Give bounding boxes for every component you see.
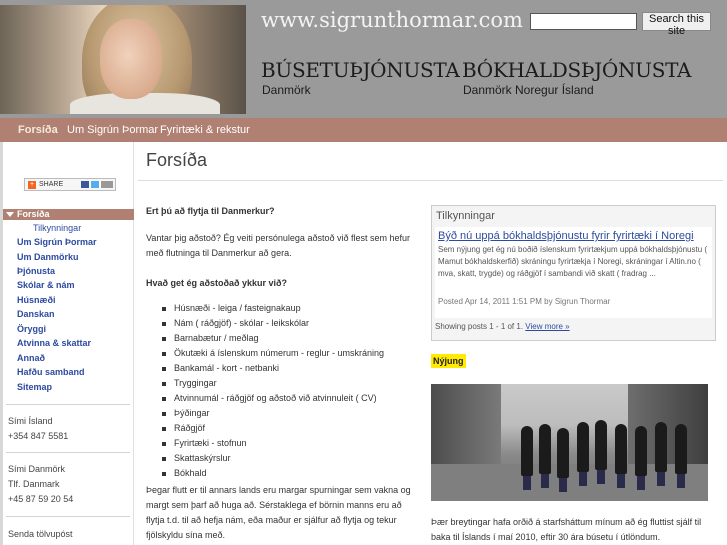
- view-more-link[interactable]: View more »: [525, 322, 570, 331]
- sidebar-item-atvinna[interactable]: Atvinna & skattar: [17, 338, 92, 348]
- service2-title: BÓKHALDSÞJÓNUSTA: [462, 58, 692, 82]
- question-2: Hvað get ég aðstoðað ykkur við?: [146, 278, 288, 288]
- services-list: [162, 301, 384, 481]
- sidebar-item-husnaedi[interactable]: Húsnæði: [17, 295, 56, 305]
- announcements-box: [431, 205, 716, 341]
- list-item: Bankamál - kort - netbanki: [162, 361, 384, 376]
- sidebar-active-label: Forsíða: [17, 209, 50, 219]
- list-item: Nám ( ráðgjöf) - skólar - leikskólar: [162, 316, 384, 331]
- list-item: Fyrirtæki - stofnun: [162, 436, 384, 451]
- search-button[interactable]: Search this site: [642, 12, 711, 31]
- share-button[interactable]: [24, 178, 116, 191]
- main-content: [134, 142, 727, 545]
- paragraph-1: Vantar þig aðstoð? Ég veiti persónulega aðstoð við flest sem hefur með flutninga til Danmerkur að gera.: [146, 233, 410, 258]
- list-item: Húsnæði - leiga / fasteignakaup: [162, 301, 384, 316]
- service1-subtitle: Danmörk: [262, 83, 311, 97]
- site-url: www.sigrunthormar.com: [261, 8, 523, 32]
- list-item: Ráðgjöf: [162, 421, 384, 436]
- news-caption: Þær breytingar hafa orðið á starfsháttum mínum að ég fluttist sjálf til baka til Íslands í maí 2010, eftir 30 ára búsetu í útlöndum.: [431, 517, 702, 542]
- announcements-footer: [435, 322, 570, 331]
- sidebar-item-tilkynningar[interactable]: Tilkynningar: [33, 223, 82, 233]
- triangle-down-icon: [6, 212, 14, 217]
- list-item: Tryggingar: [162, 376, 384, 391]
- phone-denmark-label: Sími Danmörk: [8, 464, 66, 474]
- list-item: Þýðingar: [162, 406, 384, 421]
- list-item: Ökutæki á íslenskum númerum - reglur - umskráning: [162, 346, 384, 361]
- announcement-post: [435, 227, 712, 318]
- list-item: Atvinnumál - ráðgjöf og aðstoð við atvinnuleit ( CV): [162, 391, 384, 406]
- plus-icon: +: [29, 181, 35, 188]
- sidebar-item-danskan[interactable]: Danskan: [17, 309, 55, 319]
- sidebar-item-forsida[interactable]: [3, 209, 134, 220]
- list-item: Skattaskýrslur: [162, 451, 384, 466]
- sidebar: [3, 142, 134, 545]
- phone-denmark-number: +45 87 59 20 54: [8, 494, 74, 504]
- announcement-post-body: Sem nýjung get ég nú boðið íslenskum fyrirtækjum uppá bókhaldsþjónustu ( Mamut bókhaldskerfið) skráningu fyrirtækja í Noregi, skráningar í Altin.no ( mva, skatt, trygde) og ráðgjöf í sambandi við skatt ( fradrag ...: [438, 245, 708, 278]
- service1-title: BÚSETUÞJÓNUSTA: [261, 58, 460, 82]
- sidebar-divider: [6, 404, 130, 405]
- announcement-post-link[interactable]: Býð nú uppá bókhaldsþjónustu fyrir fyrirtæki í Noregi: [438, 230, 694, 242]
- royal-guards-photo: [431, 384, 708, 501]
- nav-item-fyrirtaeki[interactable]: Fyrirtæki & rekstur: [160, 124, 250, 136]
- news-badge: Nýjung: [433, 356, 464, 366]
- sidebar-item-skolar[interactable]: Skólar & nám: [17, 280, 75, 290]
- sidebar-divider: [6, 516, 130, 517]
- nav-item-forsida[interactable]: Forsíða: [18, 124, 58, 136]
- announcements-title: Tilkynningar: [436, 210, 495, 222]
- sidebar-item-thjonusta[interactable]: Þjónusta: [17, 266, 56, 276]
- sidebar-item-oryggi[interactable]: Öryggi: [17, 324, 47, 334]
- sidebar-item-sitemap[interactable]: Sitemap: [17, 382, 53, 392]
- sidebar-item-hafdu-samband[interactable]: Hafðu samband: [17, 367, 85, 377]
- service2-subtitle: Danmörk Noregur Ísland: [463, 83, 594, 97]
- sidebar-item-annad[interactable]: Annað: [17, 353, 45, 363]
- paragraph-2: Þegar flutt er til annars lands eru margar spurningar sem vakna og margt sem þarf að huga að. Sérstaklega ef börnin manns eru að flytja t.d. til að hefja nám, eða maður er sjálfur að flytja og tekur fjölskyldu sína með.: [146, 485, 411, 540]
- top-navigation: [0, 118, 727, 142]
- phone-denmark-sublabel: Tlf. Danmark: [8, 479, 60, 489]
- social-icons: [81, 181, 113, 188]
- showing-posts-text: Showing posts 1 - 1 of 1.: [435, 322, 524, 331]
- nav-item-um-sigrun[interactable]: Um Sigrún Þormar: [67, 124, 159, 136]
- sidebar-item-um-sigrun[interactable]: Um Sigrún Þormar: [17, 237, 97, 247]
- phone-iceland-number: +354 847 5581: [8, 431, 69, 441]
- sidebar-divider: [6, 452, 130, 453]
- search-input[interactable]: [530, 13, 637, 30]
- list-item: Bókhald: [162, 466, 384, 481]
- site-header: [0, 0, 727, 118]
- email-link[interactable]: Senda tölvupóst: [8, 529, 73, 539]
- page-title: Forsíða: [146, 150, 208, 170]
- phone-iceland-label: Sími Ísland: [8, 416, 53, 426]
- list-item: Barnabætur / meðlag: [162, 331, 384, 346]
- title-divider: [138, 180, 723, 181]
- announcement-post-meta: Posted Apr 14, 2011 1:51 PM by Sigrun Thormar: [438, 297, 611, 306]
- question-1: Ert þú að flytja til Danmerkur?: [146, 206, 275, 216]
- portrait-photo: [0, 5, 246, 114]
- sidebar-item-um-danmorku[interactable]: Um Danmörku: [17, 252, 79, 262]
- share-label: SHARE: [39, 181, 64, 188]
